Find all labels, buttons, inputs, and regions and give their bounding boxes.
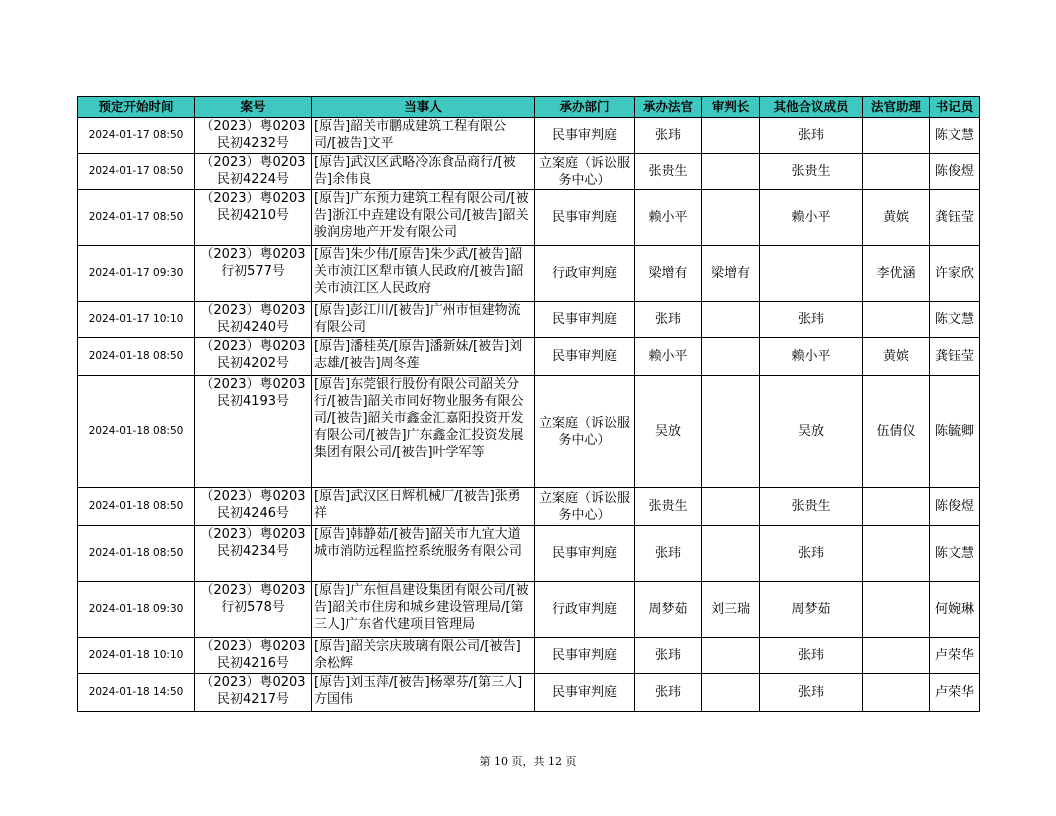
cell-judge: 赖小平 (635, 338, 702, 376)
header-presiding-judge: 审判长 (702, 97, 760, 118)
cell-presiding-judge (702, 302, 760, 338)
cell-judge: 赖小平 (635, 190, 702, 246)
table-row (78, 526, 980, 582)
cell-assistant (863, 582, 930, 638)
cell-department: 民事审判庭 (535, 638, 635, 674)
cell-parties: [原告]广东恒昌建设集团有限公司/[被告]韶关市住房和城乡建设管理局/[第三人]广东省代建项目管理局 (312, 582, 535, 638)
cell-presiding-judge (702, 338, 760, 376)
table-row (78, 302, 980, 338)
cell-judge: 张贵生 (635, 154, 702, 190)
cell-presiding-judge (702, 526, 760, 582)
cell-assistant: 黄嫔 (863, 338, 930, 376)
hearing-schedule-table (77, 96, 980, 712)
cell-other-members: 张玮 (760, 302, 863, 338)
cell-other-members: 张玮 (760, 674, 863, 712)
cell-judge: 张玮 (635, 118, 702, 154)
cell-other-members: 张玮 (760, 118, 863, 154)
cell-parties: [原告]潘桂英/[原告]潘新妹/[被告]刘志雄/[被告]周冬莲 (312, 338, 535, 376)
cell-department: 行政审判庭 (535, 582, 635, 638)
cell-presiding-judge: 梁增有 (702, 246, 760, 302)
cell-other-members: 张玮 (760, 526, 863, 582)
table-row (78, 674, 980, 712)
cell-clerk: 陈俊煜 (930, 488, 980, 526)
cell-case-number: （2023）粤0203民初4246号 (195, 488, 312, 526)
table-row (78, 154, 980, 190)
cell-start-time: 2024-01-18 08:50 (78, 488, 195, 526)
cell-other-members: 张玮 (760, 638, 863, 674)
cell-presiding-judge (702, 488, 760, 526)
cell-department: 立案庭（诉讼服务中心） (535, 154, 635, 190)
cell-start-time: 2024-01-18 08:50 (78, 338, 195, 376)
cell-clerk: 陈文慧 (930, 526, 980, 582)
cell-assistant (863, 154, 930, 190)
cell-start-time: 2024-01-18 08:50 (78, 526, 195, 582)
cell-clerk: 卢荣华 (930, 674, 980, 712)
cell-judge: 梁增有 (635, 246, 702, 302)
cell-start-time: 2024-01-18 10:10 (78, 638, 195, 674)
cell-assistant (863, 302, 930, 338)
cell-judge: 张玮 (635, 638, 702, 674)
cell-clerk: 许家欣 (930, 246, 980, 302)
cell-assistant: 李优涵 (863, 246, 930, 302)
cell-clerk: 龚钰莹 (930, 338, 980, 376)
cell-case-number: （2023）粤0203行初577号 (195, 246, 312, 302)
cell-department: 民事审判庭 (535, 190, 635, 246)
cell-presiding-judge (702, 638, 760, 674)
table-header-row (78, 97, 980, 118)
cell-clerk: 龚钰莹 (930, 190, 980, 246)
cell-judge: 吴放 (635, 376, 702, 488)
cell-parties: [原告]韩静茹/[被告]韶关市九宜大道城市消防远程监控系统服务有限公司 (312, 526, 535, 582)
cell-presiding-judge (702, 118, 760, 154)
cell-judge: 张玮 (635, 526, 702, 582)
cell-start-time: 2024-01-17 08:50 (78, 118, 195, 154)
cell-clerk: 卢荣华 (930, 638, 980, 674)
header-other-members: 其他合议成员 (760, 97, 863, 118)
page-footer: 第 10 页，共 12 页 (479, 755, 577, 768)
cell-case-number: （2023）粤0203民初4216号 (195, 638, 312, 674)
cell-start-time: 2024-01-17 09:30 (78, 246, 195, 302)
cell-clerk: 陈文慧 (930, 302, 980, 338)
cell-parties: [原告]广东预力建筑工程有限公司/[被告]浙江中垚建设有限公司/[被告]韶关骏润房地产开发有限公司 (312, 190, 535, 246)
header-assistant: 法官助理 (863, 97, 930, 118)
header-clerk: 书记员 (930, 97, 980, 118)
cell-department: 民事审判庭 (535, 338, 635, 376)
cell-assistant (863, 526, 930, 582)
cell-start-time: 2024-01-17 10:10 (78, 302, 195, 338)
cell-presiding-judge (702, 154, 760, 190)
cell-parties: [原告]东莞银行股份有限公司韶关分行/[被告]韶关市同好物业服务有限公司/[被告]韶关市鑫金汇嘉阳投资开发有限公司/[被告]广东鑫金汇投资发展集团有限公司/[被告]叶学军等 (312, 376, 535, 488)
cell-department: 立案庭（诉讼服务中心） (535, 376, 635, 488)
table-row (78, 338, 980, 376)
table-row (78, 488, 980, 526)
cell-assistant (863, 638, 930, 674)
cell-assistant: 黄嫔 (863, 190, 930, 246)
header-judge: 承办法官 (635, 97, 702, 118)
cell-department: 立案庭（诉讼服务中心） (535, 488, 635, 526)
cell-judge: 张玮 (635, 674, 702, 712)
cell-parties: [原告]韶关市鹏成建筑工程有限公司/[被告]文平 (312, 118, 535, 154)
cell-other-members: 张贵生 (760, 488, 863, 526)
cell-clerk: 陈俊煜 (930, 154, 980, 190)
cell-judge: 张贵生 (635, 488, 702, 526)
cell-case-number: （2023）粤0203民初4217号 (195, 674, 312, 712)
cell-other-members: 周梦茹 (760, 582, 863, 638)
cell-assistant (863, 488, 930, 526)
cell-other-members: 赖小平 (760, 190, 863, 246)
cell-case-number: （2023）粤0203民初4234号 (195, 526, 312, 582)
cell-assistant (863, 674, 930, 712)
table-row (78, 190, 980, 246)
cell-assistant (863, 118, 930, 154)
cell-judge: 张玮 (635, 302, 702, 338)
cell-presiding-judge: 刘三瑞 (702, 582, 760, 638)
table-row (78, 376, 980, 488)
cell-start-time: 2024-01-17 08:50 (78, 154, 195, 190)
cell-other-members: 吴放 (760, 376, 863, 488)
cell-case-number: （2023）粤0203民初4193号 (195, 376, 312, 488)
cell-department: 民事审判庭 (535, 118, 635, 154)
cell-judge: 周梦茹 (635, 582, 702, 638)
cell-other-members: 赖小平 (760, 338, 863, 376)
cell-clerk: 陈毓卿 (930, 376, 980, 488)
cell-case-number: （2023）粤0203民初4210号 (195, 190, 312, 246)
cell-department: 行政审判庭 (535, 246, 635, 302)
cell-department: 民事审判庭 (535, 526, 635, 582)
table-row (78, 638, 980, 674)
cell-other-members: 张贵生 (760, 154, 863, 190)
cell-case-number: （2023）粤0203民初4232号 (195, 118, 312, 154)
cell-parties: [原告]彭江川/[被告]广州市恒建物流有限公司 (312, 302, 535, 338)
cell-parties: [原告]韶关宗庆玻璃有限公司/[被告]余松辉 (312, 638, 535, 674)
cell-parties: [原告]朱少伟/[原告]朱少武/[被告]韶关市浈江区犁市镇人民政府/[被告]韶关市浈江区人民政府 (312, 246, 535, 302)
header-parties: 当事人 (312, 97, 535, 118)
cell-start-time: 2024-01-17 08:50 (78, 190, 195, 246)
cell-case-number: （2023）粤0203民初4224号 (195, 154, 312, 190)
header-department: 承办部门 (535, 97, 635, 118)
cell-start-time: 2024-01-18 08:50 (78, 376, 195, 488)
cell-start-time: 2024-01-18 09:30 (78, 582, 195, 638)
cell-case-number: （2023）粤0203行初578号 (195, 582, 312, 638)
cell-clerk: 陈文慧 (930, 118, 980, 154)
cell-parties: [原告]武汉区日辉机械厂/[被告]张勇祥 (312, 488, 535, 526)
table-row (78, 118, 980, 154)
header-case-number: 案号 (195, 97, 312, 118)
cell-parties: [原告]刘玉萍/[被告]杨翠芬/[第三人]方国伟 (312, 674, 535, 712)
cell-presiding-judge (702, 190, 760, 246)
cell-parties: [原告]武汉区武略冷冻食品商行/[被告]余伟良 (312, 154, 535, 190)
cell-case-number: （2023）粤0203民初4202号 (195, 338, 312, 376)
cell-case-number: （2023）粤0203民初4240号 (195, 302, 312, 338)
table-row (78, 246, 980, 302)
cell-presiding-judge (702, 674, 760, 712)
header-start-time: 预定开始时间 (78, 97, 195, 118)
cell-other-members (760, 246, 863, 302)
cell-assistant: 伍倩仪 (863, 376, 930, 488)
cell-department: 民事审判庭 (535, 674, 635, 712)
cell-clerk: 何婉琳 (930, 582, 980, 638)
cell-presiding-judge (702, 376, 760, 488)
cell-department: 民事审判庭 (535, 302, 635, 338)
table-row (78, 582, 980, 638)
cell-start-time: 2024-01-18 14:50 (78, 674, 195, 712)
